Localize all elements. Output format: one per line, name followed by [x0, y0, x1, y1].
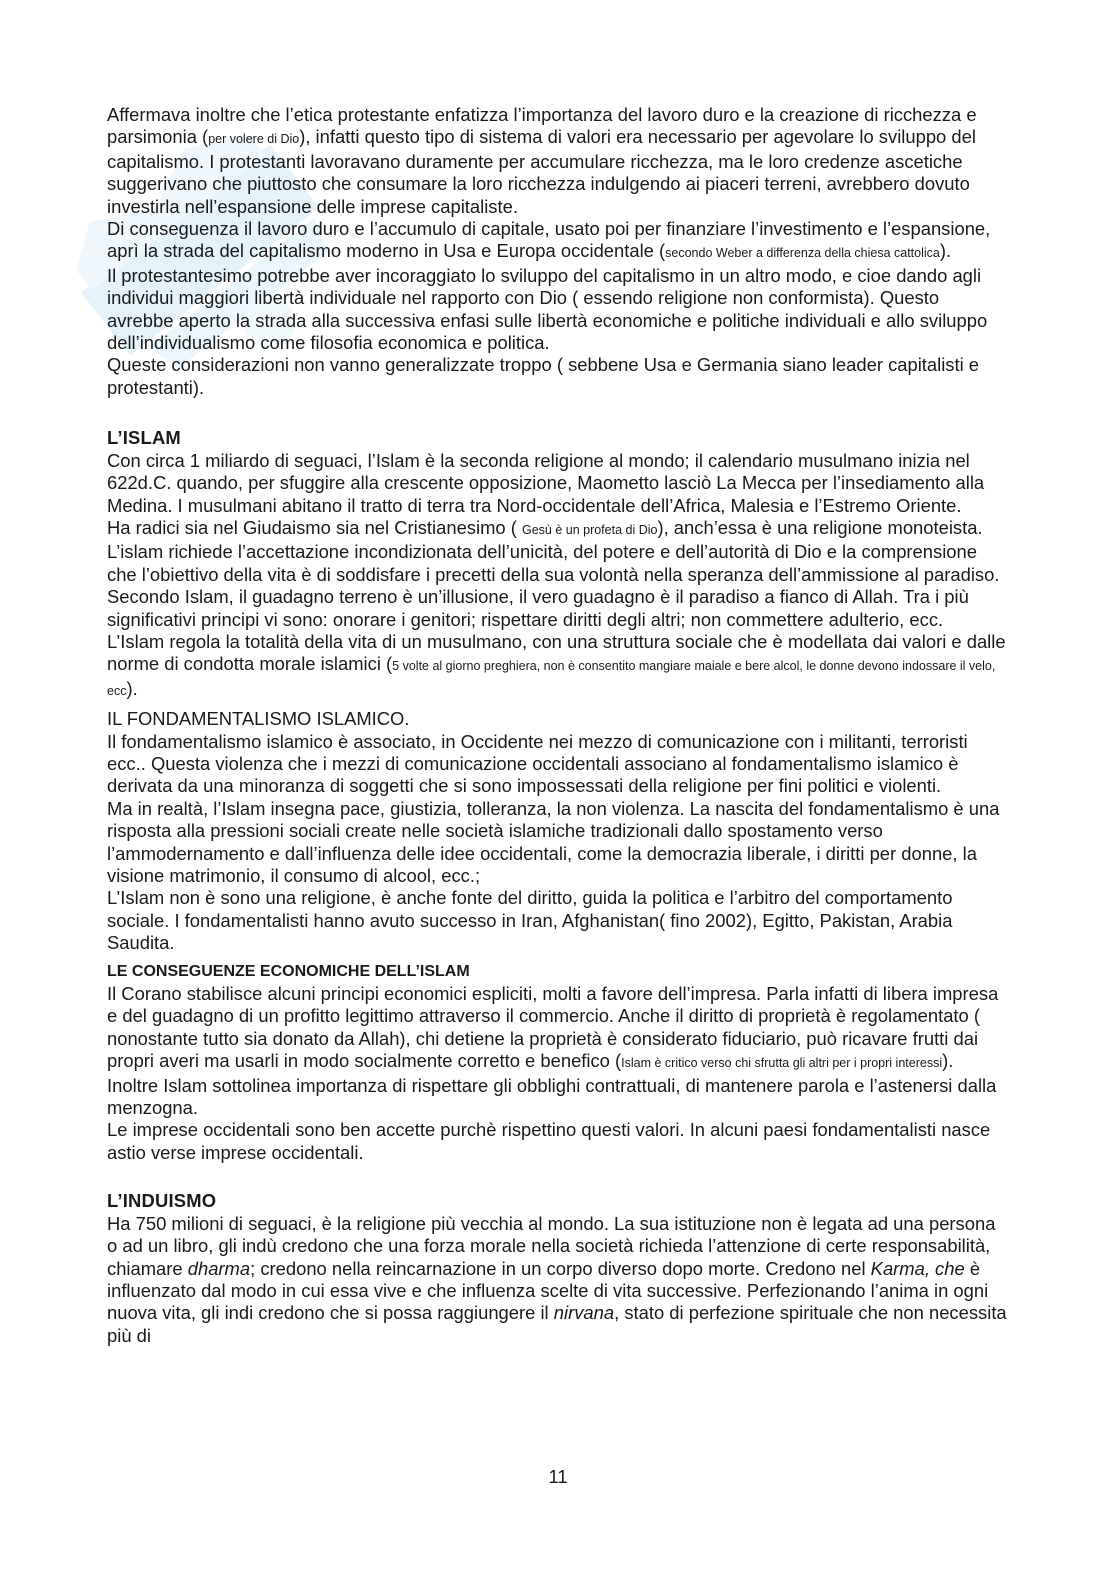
document-page [107, 104, 1007, 1347]
paragraph-fondamentalismo-1: Il fondamentalismo islamico è associato, in Occidente nei mezzo di comunicazione con i militanti, terroristi ecc.. Questa violenza che i mezzi di comunicazione occidentali associano al fondamentalismo islamico è derivata da una minoranza di soggetti che si sono impossessati della religione per fini politici e violenti. [107, 730, 968, 797]
page-number: 11 [548, 1466, 568, 1487]
paragraph-protestantesimo: Il protestantesimo potrebbe aver incoraggiato lo sviluppo del capitalismo in un altro modo, e cioe dando agli individui maggiori libertà individuale nel rapporto con Dio ( essendo religione non conformista). Questo avrebbe aperto la strada alla successiva enfasi sulle libertà economiche e politiche individuali e allo sviluppo dell’individualismo come filosofia economica e politica. [107, 264, 988, 354]
paragraph-islam-intro: Con circa 1 miliardo di seguaci, l’Islam è la seconda religione al mondo; il calendario musulmano inizia nel 622d.C. quando, per sfuggire alla crescente opposizione, Maometto lasciò La Mecca per l’insediamento alla Medina. I musulmani abitano il tratto di terra tra Nord-occidentale dell’Africa, Malesia e l’Estremo Oriente. [107, 449, 985, 516]
paragraph-fondamentalismo-2: Ma in realtà, l’Islam insegna pace, giustizia, tolleranza, la non violenza. La nascita del fondamentalismo è una risposta alla pressioni sociali create nelle società islamiche tradizionali dallo spostamento verso l’ammodernamento e dall’influenza delle idee occidentali, come la democrazia liberale, i diritti per donne, la visione matrimonio, il consumo di alcool, ecc.; [107, 797, 1000, 886]
term-nirvana: nirvana [553, 1302, 615, 1324]
paragraph-fondamentalismo-3: L’Islam non è sono una religione, è anche fonte del diritto, guida la politica e l’arbitro del comportamento sociale. I fondamentalisti hanno avuto successo in Iran, Afghanistan( fino 2002), Egitto, Pakistan, Arabia Saudita. [107, 887, 953, 954]
paragraph-induismo: Ha 750 milioni di seguaci, è la religione più vecchia al mondo. La sua istituzione non è legata ad una persona o ad un libro, gli indù credono che una forza morale nella società richieda l’attenzione di certe responsabilità, chiamare dharma; credono nella reincarnazione in un corpo diverso dopo morte. Credono nel Karma, che è influenzato dal modo in cui essa vive e che influenza scelte di vita successive. Perfezionando l’anima in ogni nuova vita, gli indi credono che si possa raggiungere il nirvana, stato di perfezione spirituale che non necessita più di [107, 1212, 1007, 1346]
paragraph-capitalismo-moderno: Di conseguenza il lavoro duro e l’accumulo di capitale, usato poi per finanziare l’investimento e l’espansione, aprì la strada del capitalismo moderno in Usa e Europa occidentale (secondo Weber a differenza della chiesa cattolica). [107, 218, 991, 262]
paragraph-conseguenze-2: Le imprese occidentali sono ben accette purchè rispettino questi valori. In alcuni paesi fondamentalisti nasce astio verse imprese occidentali. [107, 1119, 991, 1163]
paragraph-islam-vita: L’Islam regola la totalità della vita di un musulmano, con una struttura sociale che è modellata dai valori e dalle norme di condotta morale islamici (5 volte al giorno preghiera, non è consentito mangiare maiale e bere alcol, le donne devono indossare il velo, ecc). [107, 630, 1006, 699]
section-heading-conseguenze: LE CONSEGUENZE ECONOMICHE DELL’ISLAM [107, 962, 470, 980]
inline-note: Gesù è un profeta di Dio [521, 522, 658, 537]
term-karma: Karma, che [870, 1257, 965, 1279]
inline-note: per volere di Dio [208, 132, 300, 147]
inline-note: 5 volte al giorno preghiera, non è consentito mangiare maiale e bere alcol, le donne devono indossare il velo, ecc [107, 659, 996, 698]
section-heading-fondamentalismo: IL FONDAMENTALISMO ISLAMICO. [107, 708, 410, 730]
section-heading-induismo: L’INDUISMO [107, 1190, 217, 1212]
inline-note: secondo Weber a differenza della chiesa cattolica [665, 246, 940, 261]
paragraph-considerazioni: Queste considerazioni non vanno generalizzate troppo ( sebbene Usa e Germania siano leader capitalisti e protestanti). [107, 354, 980, 398]
term-dharma: dharma [187, 1257, 251, 1279]
paragraph-conseguenze-1: Il Corano stabilisce alcuni principi economici espliciti, molti a favore dell’impresa. Parla infatti di libera impresa e del guadagno di un profitto legittimo attraverso il commercio. Anche il diritto di proprietà è regolamentato ( nonostante tutto sia donato da Allah), chi detiene la proprietà è considerato fiduciario, può ricavare frutti dai propri averi ma usarli in modo socialmente corretto e benefico (Islam è critico verso chi sfrutta gli altri per i propri interessi). Inoltre Islam sottolinea importanza di rispettare gli obblighi contrattuali, di mantenere parola e l’astenersi dalla menzogna. [107, 983, 999, 1119]
section-heading-islam: L’ISLAM [107, 427, 181, 449]
paragraph-etica-protestante: Affermava inoltre che l’etica protestante enfatizza l’importanza del lavoro duro e la creazione di ricchezza e parsimonia (per volere di Dio), infatti questo tipo di sistema di valori era necessario per agevolare lo sviluppo del capitalismo. I protestanti lavoravano duramente per accumulare ricchezza, ma le loro credenze ascetiche suggerivano che piuttosto che consumare la loro ricchezza indulgendo ai piaceri terreni, avrebbero dovuto investirla nell’espansione delle imprese capitaliste. [107, 104, 977, 217]
paragraph-islam-radici: Ha radici sia nel Giudaismo sia nel Cristianesimo ( Gesù è un profeta di Dio), anch’essa è una religione monoteista. L’islam richiede l’accettazione incondizionata dell’unicità, del potere e dell’autorità di Dio e la comprensione che l’obiettivo della vita è di soddisfare i precetti della sua volontà nella speranza dell’ammissione al paradiso. Secondo Islam, il guadagno terreno è un’illusione, il vero guadagno è il paradiso a fianco di Allah. Tra i più significativi principi vi sono: onorare i genitori; rispettare diritti degli altri; non commettere adulterio, ecc. [107, 516, 1000, 630]
inline-note: Islam è critico verso chi sfrutta gli altri per i propri interessi [621, 1056, 943, 1071]
